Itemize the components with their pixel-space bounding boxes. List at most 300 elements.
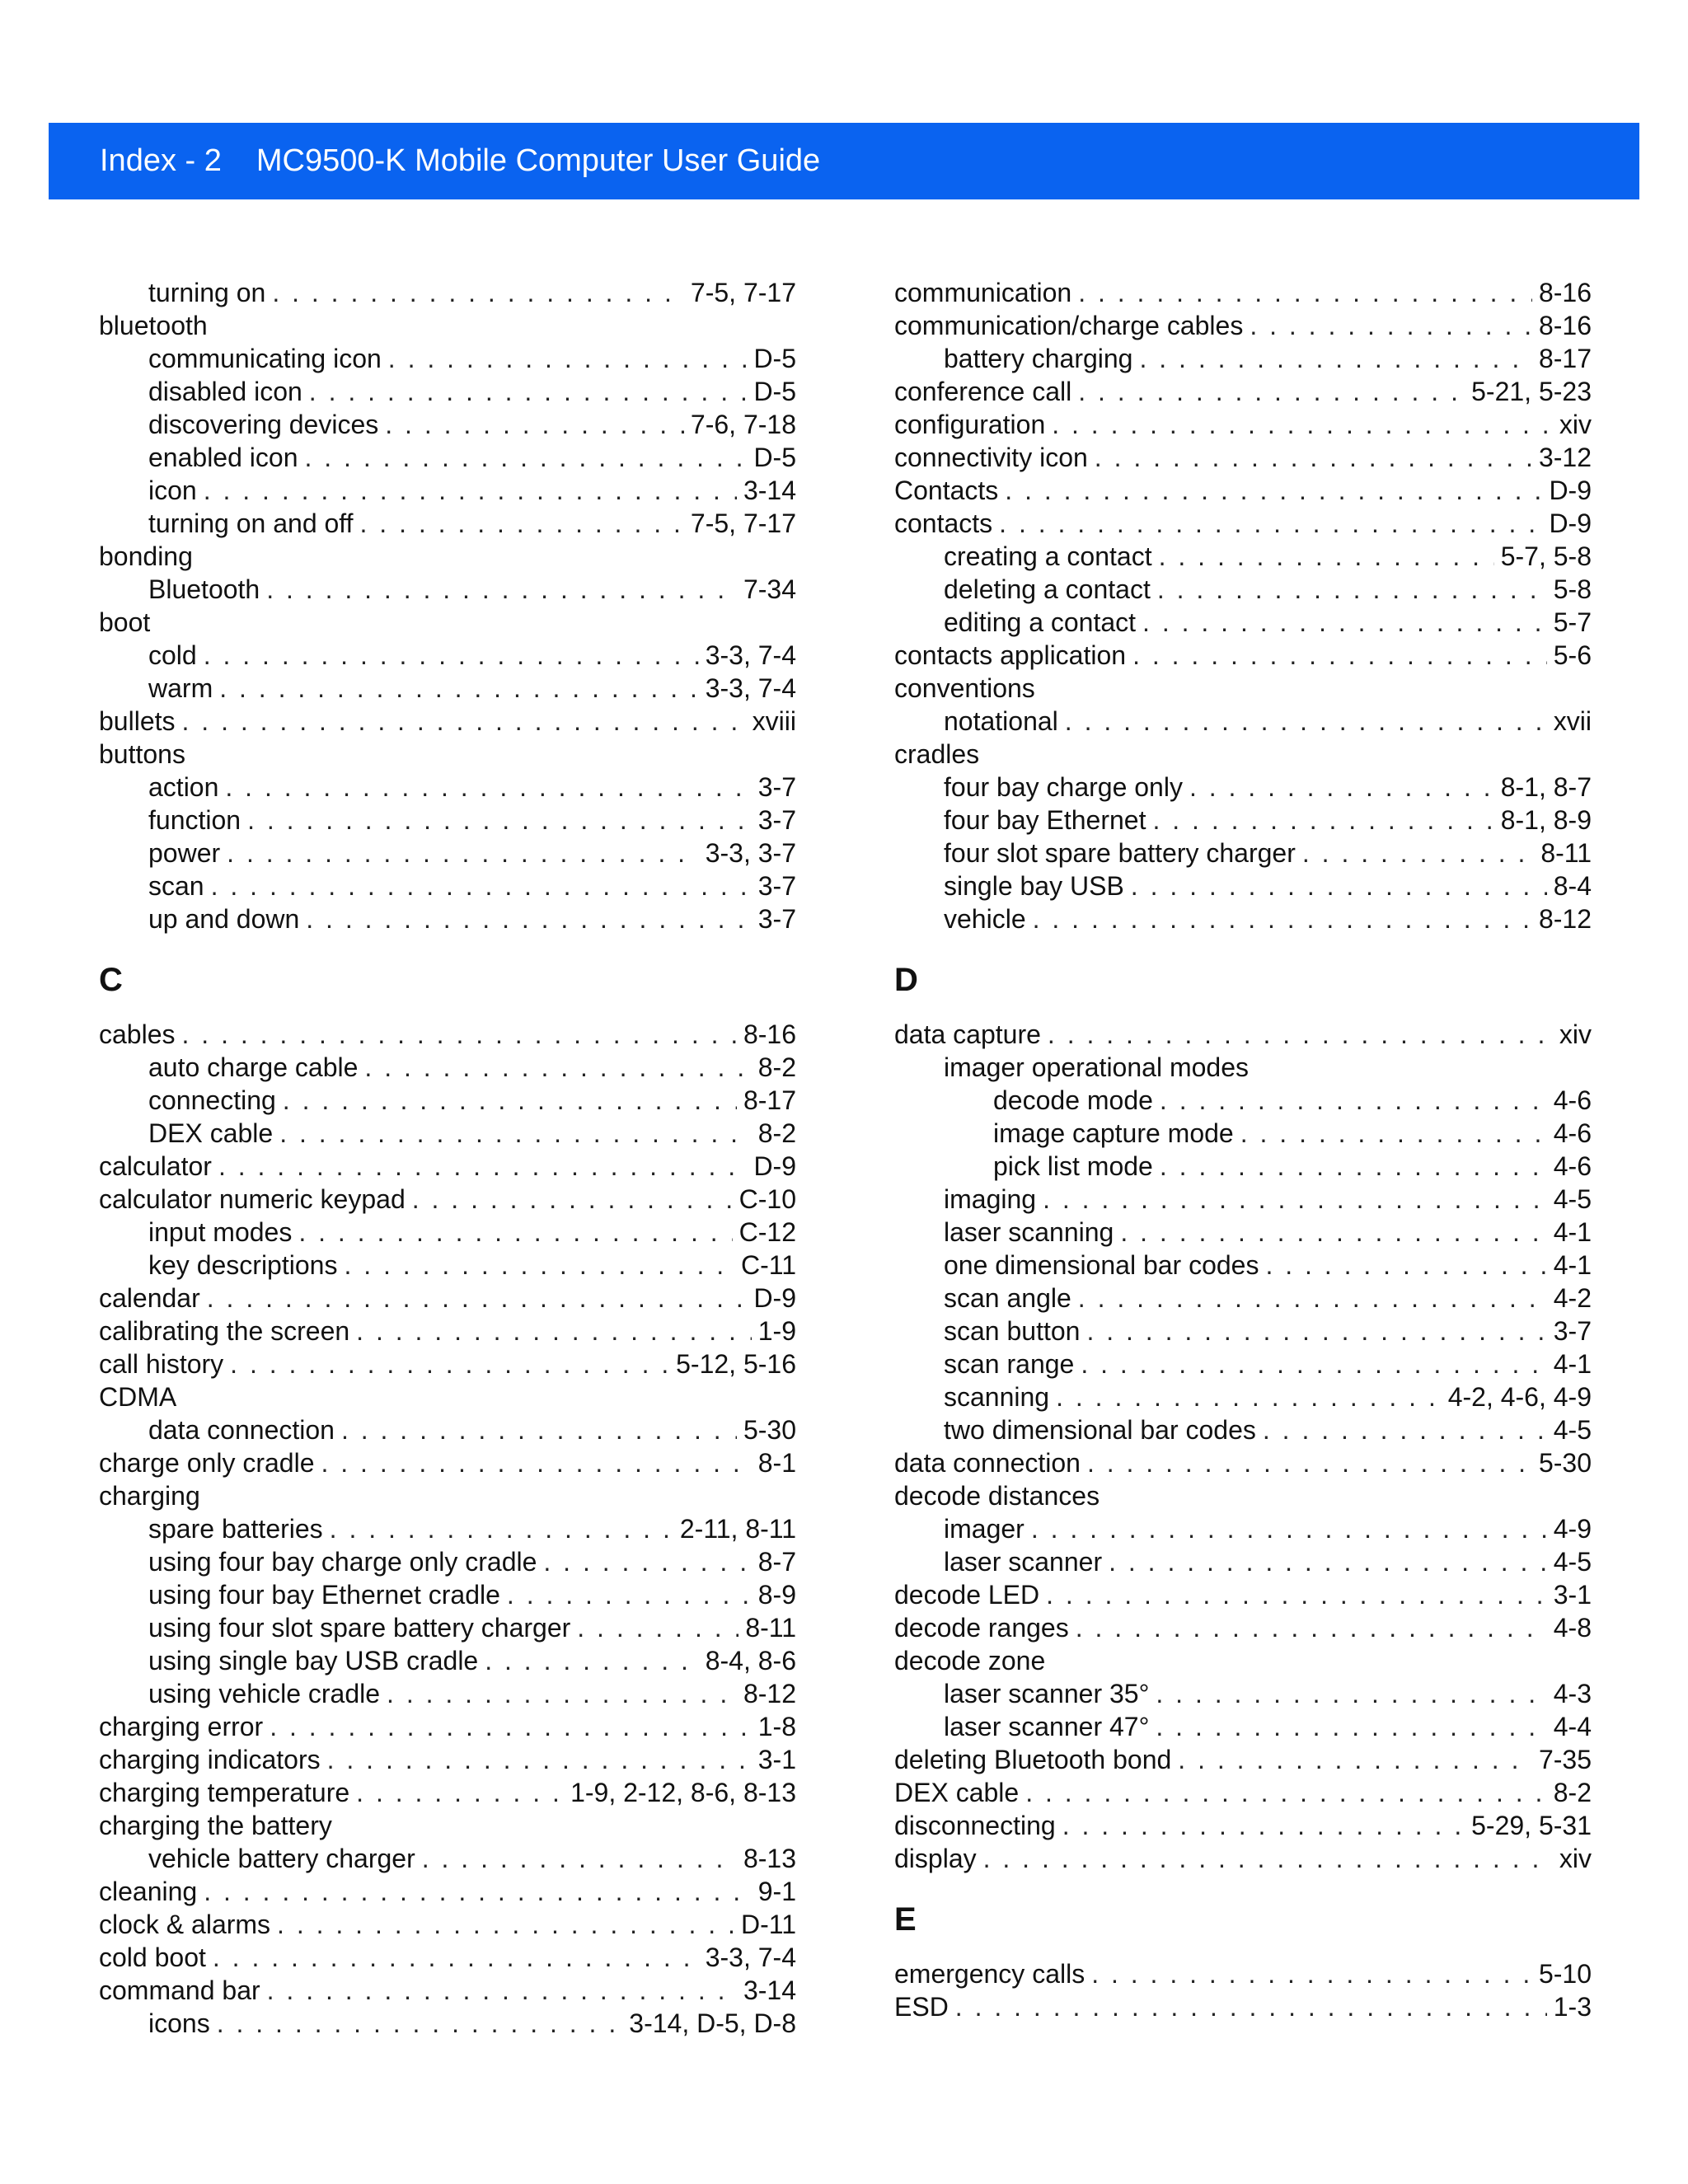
index-entry <box>99 1578 796 1611</box>
index-entry <box>99 342 796 375</box>
index-entry <box>99 672 796 705</box>
index-entry <box>894 375 1592 408</box>
entry-term: Contacts <box>894 476 999 505</box>
index-entry <box>894 606 1592 639</box>
dot-leader <box>266 573 737 606</box>
index-group <box>99 276 796 935</box>
entry-page-ref: C-12 <box>738 1217 796 1247</box>
dot-leader <box>1076 1611 1547 1644</box>
dot-leader <box>1033 902 1532 935</box>
entry-term: conventions <box>894 673 1035 703</box>
entry-term: configuration <box>894 410 1046 439</box>
dot-leader <box>485 1644 699 1677</box>
entry-page-ref: 8-12 <box>1538 904 1592 934</box>
left-column <box>99 276 796 2040</box>
entry-term: calibrating the screen <box>99 1316 350 1346</box>
entry-page-ref: 8-1, 8-7 <box>1500 772 1592 802</box>
entry-page-ref: 1-9, 2-12, 8-6, 8-13 <box>570 1778 796 1807</box>
entry-page-ref: xvii <box>1553 706 1592 736</box>
index-entry <box>894 507 1592 540</box>
index-entry <box>99 1545 796 1578</box>
entry-term: single bay USB <box>944 871 1124 901</box>
entry-term: cradles <box>894 739 980 769</box>
entry-term: connectivity icon <box>894 443 1088 472</box>
index-entry <box>99 639 796 672</box>
entry-page-ref: 4-6 <box>1553 1151 1592 1181</box>
index-entry <box>99 1479 796 1512</box>
entry-term: ESD <box>894 1992 949 2022</box>
dot-leader <box>182 705 746 738</box>
dot-leader <box>1048 1018 1553 1051</box>
entry-page-ref: 8-17 <box>1538 344 1592 373</box>
entry-term: disabled icon <box>148 377 302 406</box>
entry-term: data connection <box>894 1448 1081 1478</box>
entry-term: auto charge cable <box>148 1052 359 1082</box>
dot-leader <box>1157 573 1547 606</box>
entry-term: laser scanner 35° <box>944 1679 1150 1708</box>
entry-page-ref: 3-3, 7-4 <box>705 673 796 703</box>
index-entry <box>894 1842 1592 1875</box>
index-entry <box>99 573 796 606</box>
entry-term: bluetooth <box>99 311 208 340</box>
index-entry <box>894 408 1592 441</box>
dot-leader <box>327 1743 752 1776</box>
entry-page-ref: 4-4 <box>1553 1712 1592 1741</box>
dot-leader <box>230 1347 669 1380</box>
index-entry <box>99 837 796 869</box>
dot-leader <box>1062 1809 1465 1842</box>
entry-term: power <box>148 838 221 868</box>
entry-term: communicating icon <box>148 344 382 373</box>
dot-leader <box>207 1282 748 1315</box>
index-entry <box>99 1183 796 1216</box>
entry-term: deleting a contact <box>944 574 1151 604</box>
dot-leader <box>1139 342 1531 375</box>
entry-term: laser scanner 47° <box>944 1712 1150 1741</box>
index-entry <box>99 902 796 935</box>
entry-page-ref: xviii <box>752 706 796 736</box>
entry-term: scan range <box>944 1349 1075 1379</box>
entry-page-ref: 3-3, 3-7 <box>705 838 796 868</box>
dot-leader <box>1065 705 1547 738</box>
entry-page-ref: 8-11 <box>1540 838 1592 868</box>
entry-page-ref: 8-1, 8-9 <box>1500 805 1592 835</box>
index-entry <box>99 1216 796 1249</box>
entry-page-ref: 5-21, 5-23 <box>1471 377 1592 406</box>
index-group <box>894 1018 1592 1875</box>
index-entry <box>99 441 796 474</box>
entry-page-ref: 5-7 <box>1553 607 1592 637</box>
index-entry <box>99 1677 796 1710</box>
dot-leader <box>1263 1413 1547 1446</box>
entry-page-ref: 3-14 <box>743 1975 796 2005</box>
dot-leader <box>1078 1282 1547 1315</box>
index-entry <box>894 1413 1592 1446</box>
entry-term: cleaning <box>99 1877 198 1906</box>
dot-leader <box>1189 771 1494 804</box>
entry-term: vehicle <box>944 904 1026 934</box>
index-entry <box>894 1347 1592 1380</box>
entry-page-ref: 3-14 <box>743 476 796 505</box>
dot-leader <box>1043 1183 1547 1216</box>
index-entry <box>99 276 796 309</box>
entry-term: data connection <box>148 1415 335 1445</box>
entry-term: clock & alarms <box>99 1910 271 1939</box>
entry-page-ref: 4-5 <box>1553 1184 1592 1214</box>
entry-page-ref: 3-12 <box>1538 443 1592 472</box>
entry-page-ref: D-5 <box>753 344 796 373</box>
index-entry <box>894 837 1592 869</box>
entry-page-ref: 8-2 <box>757 1118 796 1148</box>
entry-page-ref: 5-10 <box>1538 1959 1592 1989</box>
dot-leader <box>1005 474 1542 507</box>
entry-term: display <box>894 1844 977 1873</box>
index-entry <box>894 1446 1592 1479</box>
dot-leader <box>577 1611 738 1644</box>
entry-page-ref: 8-16 <box>1538 311 1592 340</box>
entry-term: four slot spare battery charger <box>944 838 1296 868</box>
entry-term: image capture mode <box>993 1118 1234 1148</box>
index-entry <box>99 1084 796 1117</box>
entry-term: using four slot spare battery charger <box>148 1613 571 1643</box>
entry-term: input modes <box>148 1217 293 1247</box>
index-entry <box>894 474 1592 507</box>
index-entry <box>894 1018 1592 1051</box>
entry-term: scan button <box>944 1316 1081 1346</box>
entry-page-ref: 3-7 <box>757 805 796 835</box>
dot-leader <box>1081 1347 1546 1380</box>
entry-page-ref: 5-6 <box>1553 640 1592 670</box>
entry-term: call history <box>99 1349 224 1379</box>
entry-term: bonding <box>99 541 193 571</box>
index-entry <box>99 1018 796 1051</box>
dot-leader <box>217 2007 623 2040</box>
index-entry <box>894 1957 1592 1990</box>
entry-page-ref: 8-1 <box>757 1448 796 1478</box>
entry-page-ref: 8-2 <box>1553 1778 1592 1807</box>
entry-page-ref: D-9 <box>753 1151 796 1181</box>
entry-term: using four bay charge only cradle <box>148 1547 537 1577</box>
entry-term: function <box>148 805 241 835</box>
entry-page-ref: 3-3, 7-4 <box>705 1943 796 1972</box>
index-entry <box>894 1512 1592 1545</box>
section-heading-e: E <box>894 1901 917 1938</box>
index-entry <box>99 1512 796 1545</box>
entry-term: cold boot <box>99 1943 206 1972</box>
dot-leader <box>1302 837 1534 869</box>
dot-leader <box>1132 639 1547 672</box>
entry-term: up and down <box>148 904 300 934</box>
index-entry <box>99 1743 796 1776</box>
dot-leader <box>1120 1216 1546 1249</box>
index-entry <box>894 441 1592 474</box>
index-entry <box>894 1183 1592 1216</box>
dot-leader <box>1160 1150 1547 1183</box>
index-entry <box>894 771 1592 804</box>
dot-leader <box>364 1051 751 1084</box>
entry-term: contacts application <box>894 640 1127 670</box>
dot-leader <box>1152 804 1493 837</box>
dot-leader <box>1159 540 1494 573</box>
index-entry <box>894 869 1592 902</box>
entry-term: communication <box>894 278 1072 307</box>
entry-term: scan angle <box>944 1283 1071 1313</box>
dot-leader <box>304 441 747 474</box>
entry-page-ref: 4-6 <box>1553 1085 1592 1115</box>
entry-page-ref: 4-5 <box>1553 1547 1592 1577</box>
entry-term: conference call <box>894 377 1072 406</box>
entry-term: vehicle battery charger <box>148 1844 415 1873</box>
entry-term: bullets <box>99 706 176 736</box>
entry-term: boot <box>99 607 151 637</box>
index-entry <box>894 1315 1592 1347</box>
entry-page-ref: 1-8 <box>757 1712 796 1741</box>
entry-term: using single bay USB cradle <box>148 1646 479 1675</box>
entry-term: turning on <box>148 278 266 307</box>
dot-leader <box>270 1710 752 1743</box>
dot-leader <box>272 276 684 309</box>
entry-page-ref: 4-2 <box>1553 1283 1592 1313</box>
dot-leader <box>1142 606 1547 639</box>
index-entry <box>99 1611 796 1644</box>
index-entry <box>99 408 796 441</box>
entry-page-ref: 4-1 <box>1553 1217 1592 1247</box>
entry-term: discovering devices <box>148 410 379 439</box>
index-entry <box>99 1117 796 1150</box>
entry-term: calculator <box>99 1151 212 1181</box>
dot-leader <box>1078 276 1532 309</box>
entry-term: two dimensional bar codes <box>944 1415 1256 1445</box>
index-entry <box>894 1578 1592 1611</box>
dot-leader <box>218 1150 747 1183</box>
dot-leader <box>388 342 748 375</box>
entry-page-ref: 8-11 <box>745 1613 796 1643</box>
index-entry <box>99 1347 796 1380</box>
entry-term: laser scanning <box>944 1217 1114 1247</box>
entry-page-ref: 8-4, 8-6 <box>705 1646 796 1675</box>
entry-page-ref: 3-1 <box>1553 1580 1592 1610</box>
entry-term: communication/charge cables <box>894 311 1244 340</box>
index-entry <box>99 1249 796 1282</box>
index-entry <box>894 1084 1592 1117</box>
entry-term: calculator numeric keypad <box>99 1184 406 1214</box>
entry-page-ref: 8-4 <box>1553 871 1592 901</box>
index-entry <box>894 1809 1592 1842</box>
index-entry <box>99 738 796 771</box>
dot-leader <box>1160 1084 1547 1117</box>
index-entry <box>894 902 1592 935</box>
index-entry <box>894 1776 1592 1809</box>
dot-leader <box>999 507 1542 540</box>
entry-term: turning on and off <box>148 509 354 538</box>
entry-page-ref: 5-7, 5-8 <box>1500 541 1592 571</box>
entry-term: imager <box>944 1514 1025 1544</box>
entry-term: decode mode <box>993 1085 1153 1115</box>
index-entry <box>99 1051 796 1084</box>
entry-page-ref: 8-13 <box>743 1844 796 1873</box>
index-entry <box>99 1282 796 1315</box>
entry-term: decode LED <box>894 1580 1040 1610</box>
entry-term: notational <box>944 706 1058 736</box>
entry-term: calendar <box>99 1283 200 1313</box>
entry-term: spare batteries <box>148 1514 323 1544</box>
entry-term: command bar <box>99 1975 260 2005</box>
entry-page-ref: 8-2 <box>757 1052 796 1082</box>
entry-term: data capture <box>894 1019 1041 1049</box>
entry-term: action <box>148 772 219 802</box>
dot-leader <box>1052 408 1553 441</box>
entry-page-ref: 7-5, 7-17 <box>690 509 796 538</box>
entry-term: imager operational modes <box>944 1052 1249 1082</box>
dot-leader <box>321 1446 751 1479</box>
section-heading-c: C <box>99 962 123 998</box>
entry-page-ref: D-9 <box>1549 476 1592 505</box>
entry-page-ref: D-5 <box>753 443 796 472</box>
entry-term: enabled icon <box>148 443 298 472</box>
entry-page-ref: 5-30 <box>743 1415 796 1445</box>
entry-page-ref: 5-8 <box>1553 574 1592 604</box>
index-entry <box>894 738 1592 771</box>
index-entry <box>99 309 796 342</box>
entry-page-ref: 4-3 <box>1553 1679 1592 1708</box>
entry-term: scan <box>148 871 204 901</box>
entry-page-ref: 2-11, 8-11 <box>679 1514 796 1544</box>
entry-page-ref: 4-6 <box>1553 1118 1592 1148</box>
entry-page-ref: 7-34 <box>743 574 796 604</box>
dot-leader <box>204 474 737 507</box>
dot-leader <box>267 1974 737 2007</box>
index-entry <box>99 1842 796 1875</box>
dot-leader <box>1240 1117 1547 1150</box>
entry-page-ref: 8-7 <box>757 1547 796 1577</box>
index-entry <box>99 1315 796 1347</box>
entry-term: deleting Bluetooth bond <box>894 1745 1172 1774</box>
entry-page-ref: D-9 <box>1549 509 1592 538</box>
index-entry <box>99 1776 796 1809</box>
entry-page-ref: 9-1 <box>757 1877 796 1906</box>
entry-page-ref: 3-3, 7-4 <box>705 640 796 670</box>
index-entry <box>99 771 796 804</box>
entry-term: scanning <box>944 1382 1050 1412</box>
entry-page-ref: 5-29, 5-31 <box>1471 1811 1592 1840</box>
entry-term: imaging <box>944 1184 1037 1214</box>
entry-page-ref: 4-1 <box>1553 1349 1592 1379</box>
entry-term: buttons <box>99 739 185 769</box>
dot-leader <box>277 1908 734 1941</box>
header-banner <box>49 123 1639 199</box>
dot-leader <box>219 672 699 705</box>
dot-leader <box>204 639 699 672</box>
index-entry <box>894 1710 1592 1743</box>
entry-term: warm <box>148 673 213 703</box>
dot-leader <box>1156 1677 1546 1710</box>
index-entry <box>894 1249 1592 1282</box>
index-entry <box>99 606 796 639</box>
dot-leader <box>344 1249 734 1282</box>
entry-term: decode ranges <box>894 1613 1069 1643</box>
entry-term: charging indicators <box>99 1745 321 1774</box>
entry-term: connecting <box>148 1085 276 1115</box>
entry-page-ref: 3-1 <box>757 1745 796 1774</box>
dot-leader <box>983 1842 1553 1875</box>
entry-term: Bluetooth <box>148 574 260 604</box>
index-group <box>99 1018 796 2040</box>
entry-term: four bay Ethernet <box>944 805 1146 835</box>
entry-page-ref: 8-16 <box>1538 278 1592 307</box>
index-entry <box>894 705 1592 738</box>
dot-leader <box>1178 1743 1532 1776</box>
index-entry <box>99 869 796 902</box>
entry-term: DEX cable <box>894 1778 1020 1807</box>
entry-page-ref: 8-16 <box>743 1019 796 1049</box>
entry-term: charge only cradle <box>99 1448 315 1478</box>
index-entry <box>99 507 796 540</box>
section-heading-d: D <box>894 962 918 998</box>
entry-page-ref: 8-9 <box>757 1580 796 1610</box>
entry-term: using four bay Ethernet cradle <box>148 1580 500 1610</box>
dot-leader <box>1086 1315 1546 1347</box>
entry-term: cables <box>99 1019 176 1049</box>
entry-term: charging the battery <box>99 1811 332 1840</box>
dot-leader <box>1087 1446 1532 1479</box>
dot-leader <box>1025 1776 1547 1809</box>
entry-term: contacts <box>894 509 993 538</box>
entry-page-ref: 1-9 <box>757 1316 796 1346</box>
index-entry <box>894 309 1592 342</box>
index-entry <box>894 1479 1592 1512</box>
dot-leader <box>279 1117 752 1150</box>
index-entry <box>894 1743 1592 1776</box>
entry-page-ref: 4-8 <box>1553 1613 1592 1643</box>
entry-page-ref: 8-17 <box>743 1085 796 1115</box>
dot-leader <box>1156 1710 1546 1743</box>
entry-term: cold <box>148 640 197 670</box>
dot-leader <box>356 1315 752 1347</box>
entry-page-ref: 7-35 <box>1538 1745 1592 1774</box>
entry-page-ref: C-11 <box>741 1250 796 1280</box>
entry-page-ref: 4-2, 4-6, 4-9 <box>1447 1382 1592 1412</box>
entry-page-ref: 1-3 <box>1553 1992 1592 2022</box>
entry-term: key descriptions <box>148 1250 338 1280</box>
dot-leader <box>306 902 751 935</box>
entry-page-ref: 8-12 <box>743 1679 796 1708</box>
dot-leader <box>422 1842 737 1875</box>
dot-leader <box>360 507 684 540</box>
entry-term: decode zone <box>894 1646 1046 1675</box>
entry-term: disconnecting <box>894 1811 1056 1840</box>
entry-term: one dimensional bar codes <box>944 1250 1259 1280</box>
dot-leader <box>1250 309 1532 342</box>
entry-term: charging error <box>99 1712 264 1741</box>
index-entry <box>894 276 1592 309</box>
index-entry <box>99 1809 796 1842</box>
index-entry <box>894 1545 1592 1578</box>
entry-page-ref: D-11 <box>741 1910 796 1939</box>
dot-leader <box>1031 1512 1547 1545</box>
index-entry <box>99 1150 796 1183</box>
index-entry <box>894 1216 1592 1249</box>
entry-term: creating a contact <box>944 541 1152 571</box>
dot-leader <box>356 1776 564 1809</box>
entry-term: using vehicle cradle <box>148 1679 381 1708</box>
dot-leader <box>1131 869 1547 902</box>
right-column <box>894 276 1592 2023</box>
dot-leader <box>309 375 748 408</box>
dot-leader <box>1091 1957 1532 1990</box>
index-entry <box>99 804 796 837</box>
entry-page-ref: 4-5 <box>1553 1415 1592 1445</box>
index-entry <box>894 1611 1592 1644</box>
